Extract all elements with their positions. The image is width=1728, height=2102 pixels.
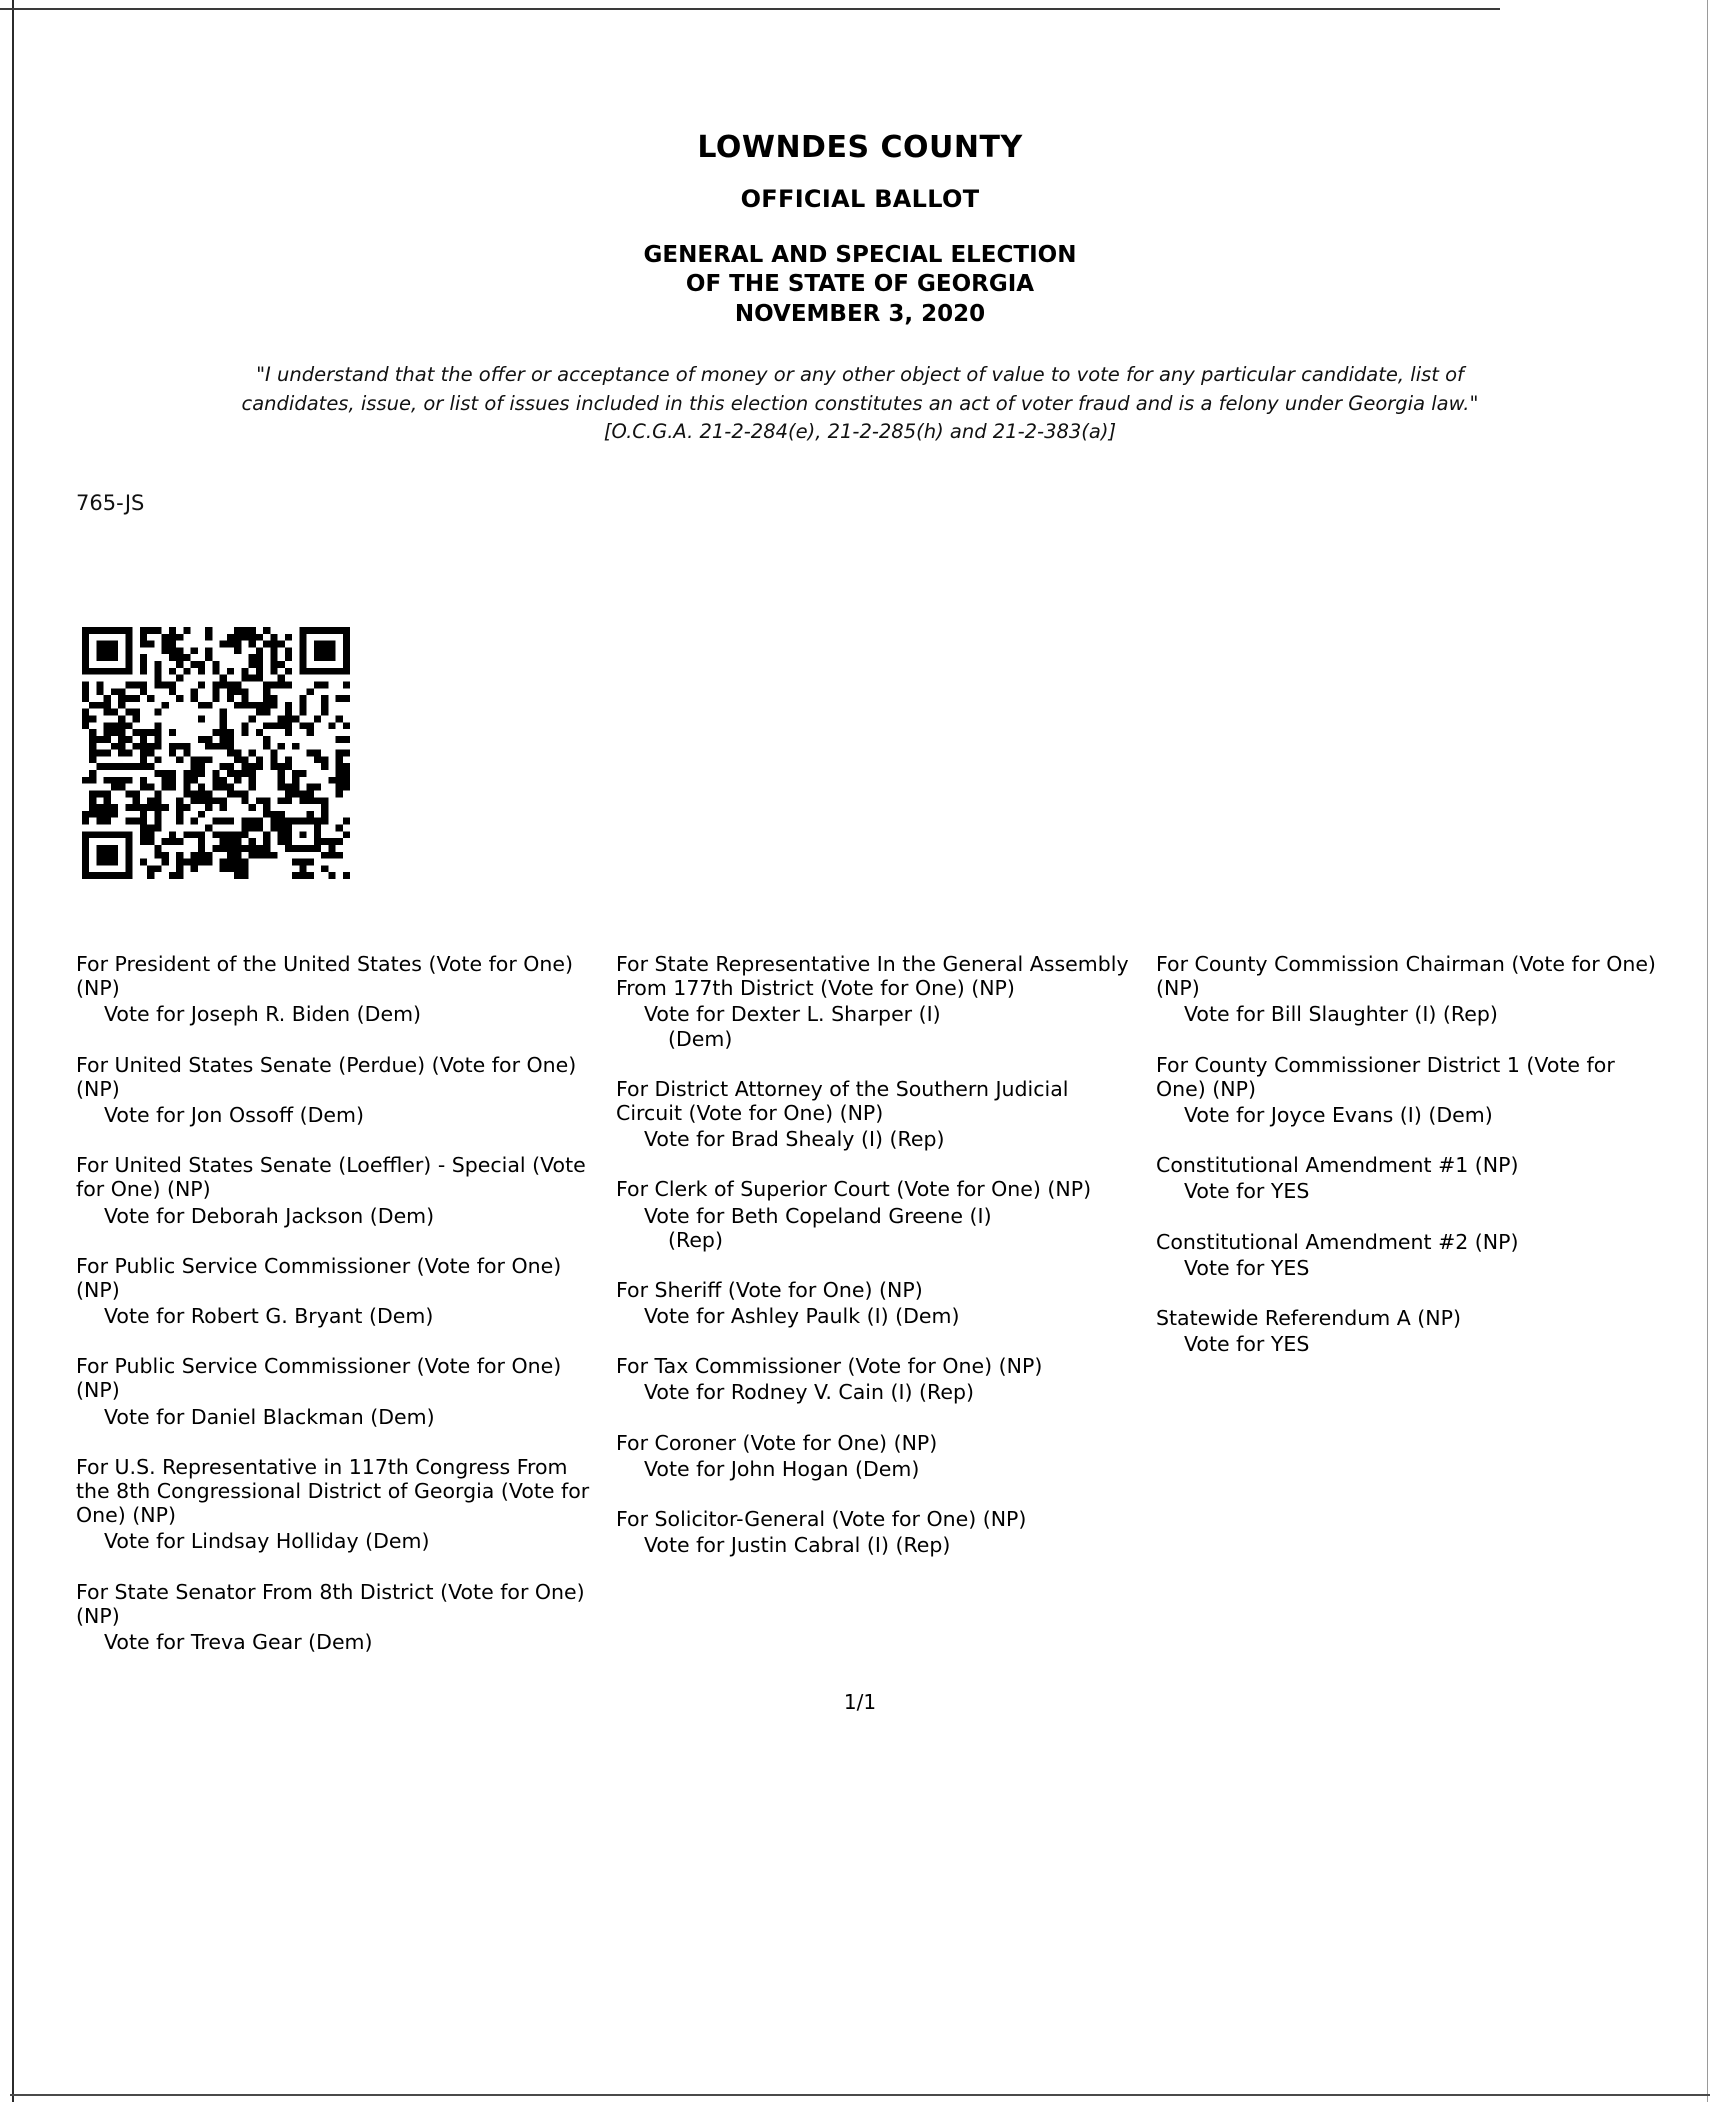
scan-edge-top bbox=[0, 0, 1500, 10]
contest-column-3 bbox=[1156, 952, 1666, 1680]
contest bbox=[76, 1053, 598, 1128]
election-title-line1: GENERAL AND SPECIAL ELECTION bbox=[643, 242, 1077, 268]
contest-choice: Vote for John Hogan (Dem) bbox=[644, 1456, 920, 1481]
qr-code-container bbox=[82, 627, 1706, 879]
ballot-style-id: 765-JS bbox=[76, 490, 145, 515]
voter-fraud-oath: "I understand that the offer or acceptance of money or any other object of value to vote for any particular candidate, list of candidates, issue, or list of issues included in this election constitutes an act of voter fraud and is a felony under Georgia law." [O.C.G.A. 21-2-284(e), 21-2-285(h) and 21-2-383(a)] bbox=[241, 363, 1479, 444]
contest bbox=[1156, 1153, 1666, 1203]
contest bbox=[616, 1278, 1138, 1328]
contest-choice bbox=[616, 1002, 1138, 1050]
contest-columns bbox=[76, 952, 1666, 1680]
contest-office: For District Attorney of the Southern Judicial Circuit (Vote for One) (NP) bbox=[616, 1076, 1069, 1125]
election-title bbox=[14, 241, 1706, 329]
scan-edge-bottom bbox=[10, 2094, 1710, 2096]
contest bbox=[616, 952, 1138, 1051]
contest bbox=[616, 1507, 1138, 1557]
contest-office: For United States Senate (Perdue) (Vote for One) (NP) bbox=[76, 1052, 577, 1101]
contest-choice: Vote for Brad Shealy (I) (Rep) bbox=[644, 1127, 945, 1152]
contest-office: For Sheriff (Vote for One) (NP) bbox=[616, 1277, 923, 1302]
contest-choice-cont: (Dem) bbox=[668, 1026, 733, 1051]
contest bbox=[616, 1354, 1138, 1404]
contest-choice: Vote for Lindsay Holliday (Dem) bbox=[104, 1529, 430, 1554]
contest-office: For Public Service Commissioner (Vote for One) (NP) bbox=[76, 1354, 562, 1403]
contest-office: Constitutional Amendment #1 (NP) bbox=[1156, 1153, 1519, 1178]
contest-office: For Tax Commissioner (Vote for One) (NP) bbox=[616, 1354, 1043, 1379]
contest-office: For Public Service Commissioner (Vote for One) (NP) bbox=[76, 1253, 562, 1302]
contest bbox=[1156, 1053, 1666, 1128]
contest bbox=[76, 1153, 598, 1228]
page-title: LOWNDES COUNTY bbox=[697, 130, 1023, 165]
contest-choice: Vote for Treva Gear (Dem) bbox=[104, 1629, 373, 1654]
ballot-sheet bbox=[14, 10, 1706, 2090]
scan-edge-right bbox=[1707, 0, 1728, 2102]
contest bbox=[76, 1254, 598, 1329]
contest-choice: Vote for YES bbox=[1184, 1255, 1310, 1280]
contest-choice: Vote for YES bbox=[1184, 1332, 1310, 1357]
contest-choice-text: Vote for Beth Copeland Greene (I) bbox=[644, 1203, 992, 1228]
contest-choice: Vote for Bill Slaughter (I) (Rep) bbox=[1184, 1002, 1498, 1027]
contest-office: For Clerk of Superior Court (Vote for One) (NP) bbox=[616, 1177, 1092, 1202]
contest-office: For County Commissioner District 1 (Vote for One) (NP) bbox=[1156, 1052, 1615, 1101]
contest bbox=[1156, 1306, 1666, 1356]
contest-choice: Vote for Jon Ossoff (Dem) bbox=[104, 1102, 364, 1127]
page-number: 1/1 bbox=[843, 1690, 877, 1714]
contest-column-2 bbox=[616, 952, 1156, 1680]
contest-office: For State Senator From 8th District (Vote for One) (NP) bbox=[76, 1579, 585, 1628]
contest-office: For County Commission Chairman (Vote for One) (NP) bbox=[1156, 952, 1656, 1001]
contest-office: For Coroner (Vote for One) (NP) bbox=[616, 1430, 938, 1455]
contest bbox=[1156, 1230, 1666, 1280]
contest-office: For President of the United States (Vote for One) (NP) bbox=[76, 952, 574, 1001]
contest-choice: Vote for Robert G. Bryant (Dem) bbox=[104, 1304, 434, 1329]
contest bbox=[1156, 952, 1666, 1027]
contest bbox=[76, 1580, 598, 1655]
contest-office: For State Representative In the General Assembly From 177th District (Vote for One) (NP) bbox=[616, 952, 1129, 1001]
contest bbox=[616, 1177, 1138, 1252]
contest-choice: Vote for Joseph R. Biden (Dem) bbox=[104, 1002, 422, 1027]
contest-choice bbox=[616, 1204, 1138, 1252]
contest-choice: Vote for Justin Cabral (I) (Rep) bbox=[644, 1533, 951, 1558]
contest-office: Constitutional Amendment #2 (NP) bbox=[1156, 1229, 1519, 1254]
contest-choice: Vote for Joyce Evans (I) (Dem) bbox=[1184, 1102, 1493, 1127]
scan-edge-left bbox=[0, 0, 14, 2102]
contest-choice: Vote for Daniel Blackman (Dem) bbox=[104, 1404, 435, 1429]
election-date: NOVEMBER 3, 2020 bbox=[734, 300, 986, 327]
contest-office: For U.S. Representative in 117th Congress From the 8th Congressional District of Georgia (Vote for One) (NP) bbox=[76, 1454, 590, 1528]
ballot-subtitle: OFFICIAL BALLOT bbox=[740, 185, 980, 213]
contest bbox=[76, 1455, 598, 1554]
contest-office: For Solicitor-General (Vote for One) (NP) bbox=[616, 1507, 1027, 1531]
contest-choice: Vote for Ashley Paulk (I) (Dem) bbox=[644, 1304, 960, 1329]
contest bbox=[76, 1354, 598, 1429]
contest bbox=[76, 952, 598, 1027]
contest-choice: Vote for YES bbox=[1184, 1179, 1310, 1204]
contest-choice-text: Vote for Dexter L. Sharper (I) bbox=[644, 1002, 941, 1027]
contest bbox=[616, 1077, 1138, 1152]
contest-choice-cont: (Rep) bbox=[668, 1227, 723, 1252]
election-title-line2: OF THE STATE OF GEORGIA bbox=[685, 271, 1035, 298]
contest-office: For United States Senate (Loeffler) - Special (Vote for One) (NP) bbox=[76, 1153, 586, 1202]
contest bbox=[616, 1431, 1138, 1481]
contest-column-1 bbox=[76, 952, 616, 1680]
contest-choice: Vote for Rodney V. Cain (I) (Rep) bbox=[644, 1380, 974, 1405]
qr-code-icon bbox=[82, 627, 350, 879]
contest-choice: Vote for Deborah Jackson (Dem) bbox=[104, 1203, 435, 1228]
contest-office: Statewide Referendum A (NP) bbox=[1156, 1305, 1461, 1330]
